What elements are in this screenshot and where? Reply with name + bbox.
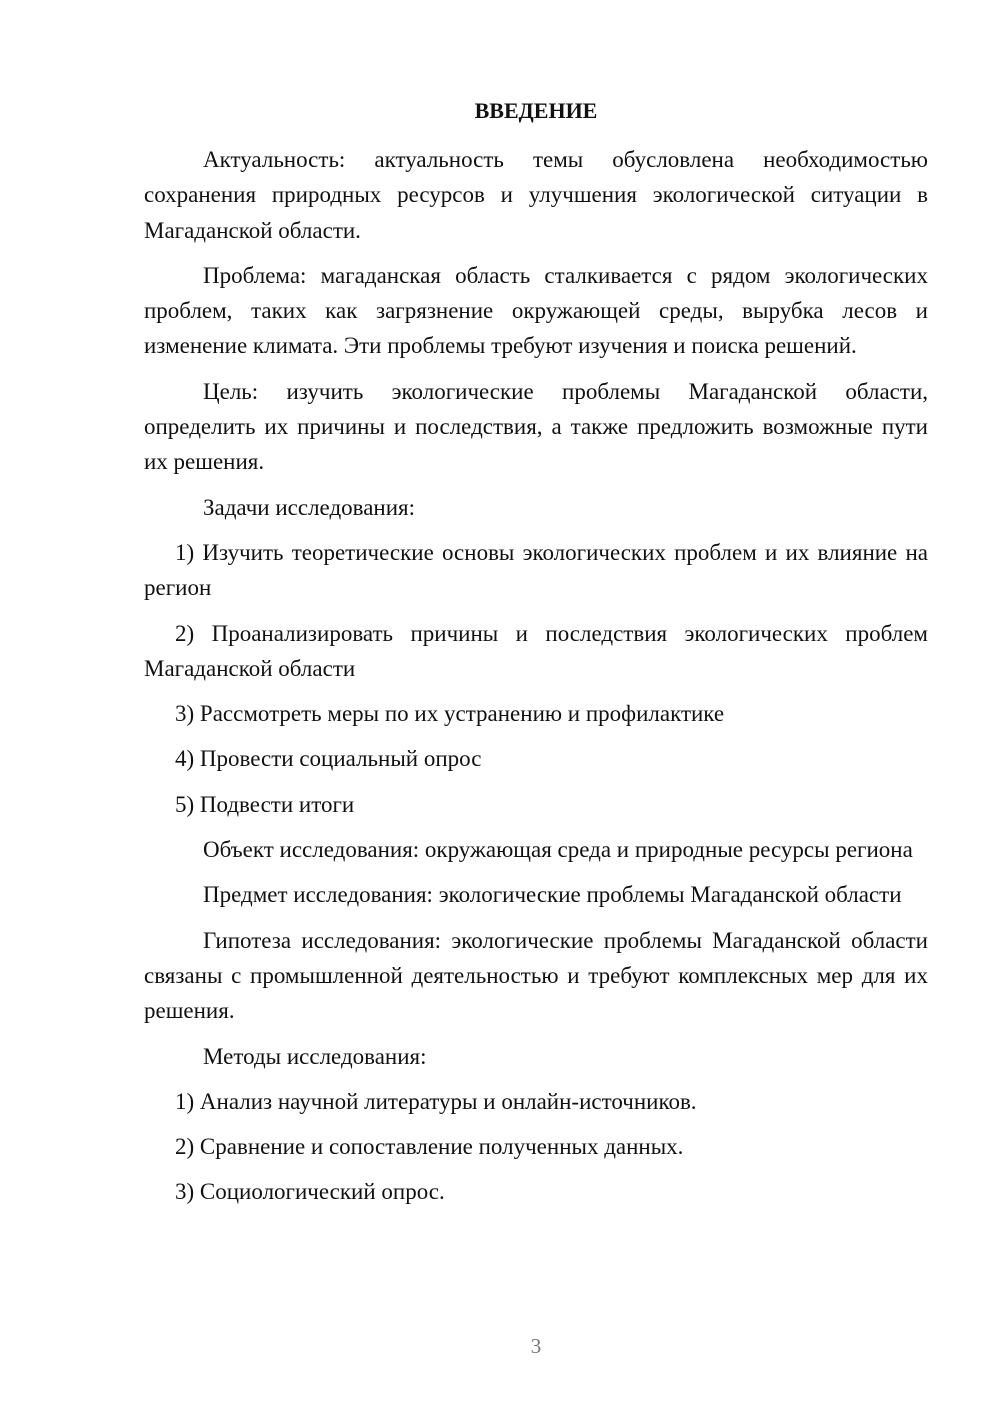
task-item-3: 3) Рассмотреть меры по их устранению и профилактике bbox=[175, 701, 725, 727]
relevance-paragraph: Актуальность: актуальность темы обусловлена необходимостью сохранения природных ресурсов и улучшения экологической ситуации в Магаданской области. bbox=[144, 147, 928, 243]
subject-paragraph: Предмет исследования: экологические проблемы Магаданской области bbox=[203, 882, 902, 908]
method-item-2: 2) Сравнение и сопоставление полученных данных. bbox=[175, 1134, 684, 1160]
method-item-1: 1) Анализ научной литературы и онлайн-источников. bbox=[175, 1088, 697, 1114]
tasks-heading: Задачи исследования: bbox=[203, 494, 416, 520]
hypothesis-paragraph: Гипотеза исследования: экологические проблемы Магаданской области связаны с промышленной деятельностью и требуют комплексных мер для их решения. bbox=[144, 927, 928, 1024]
page-title: ВВЕДЕНИЕ bbox=[474, 98, 598, 123]
goal-paragraph: Цель: изучить экологические проблемы Магаданской области, определить их причины и последствия, а также предложить возможные пути их решения. bbox=[144, 378, 928, 475]
task-item-2: 2) Проанализировать причины и последствия экологических проблем Магаданской области bbox=[144, 620, 928, 681]
methods-heading: Методы исследования: bbox=[203, 1043, 427, 1069]
problem-paragraph: Проблема: магаданская область сталкивается с рядом экологических проблем, таких как загрязнение окружающей среды, вырубка лесов и изменение климата. Эти проблемы требуют изучения и поиска решений. bbox=[144, 262, 928, 359]
task-item-1: 1) Изучить теоретические основы экологических проблем и их влияние на регион bbox=[144, 539, 928, 601]
page-number: 3 bbox=[530, 1334, 542, 1358]
method-item-3: 3) Социологический опрос. bbox=[175, 1179, 445, 1205]
task-item-4: 4) Провести социальный опрос bbox=[175, 746, 482, 772]
document-body bbox=[144, 142, 928, 1220]
object-paragraph: Объект исследования: окружающая среда и природные ресурсы региона bbox=[203, 837, 913, 863]
task-item-5: 5) Подвести итоги bbox=[175, 791, 355, 817]
